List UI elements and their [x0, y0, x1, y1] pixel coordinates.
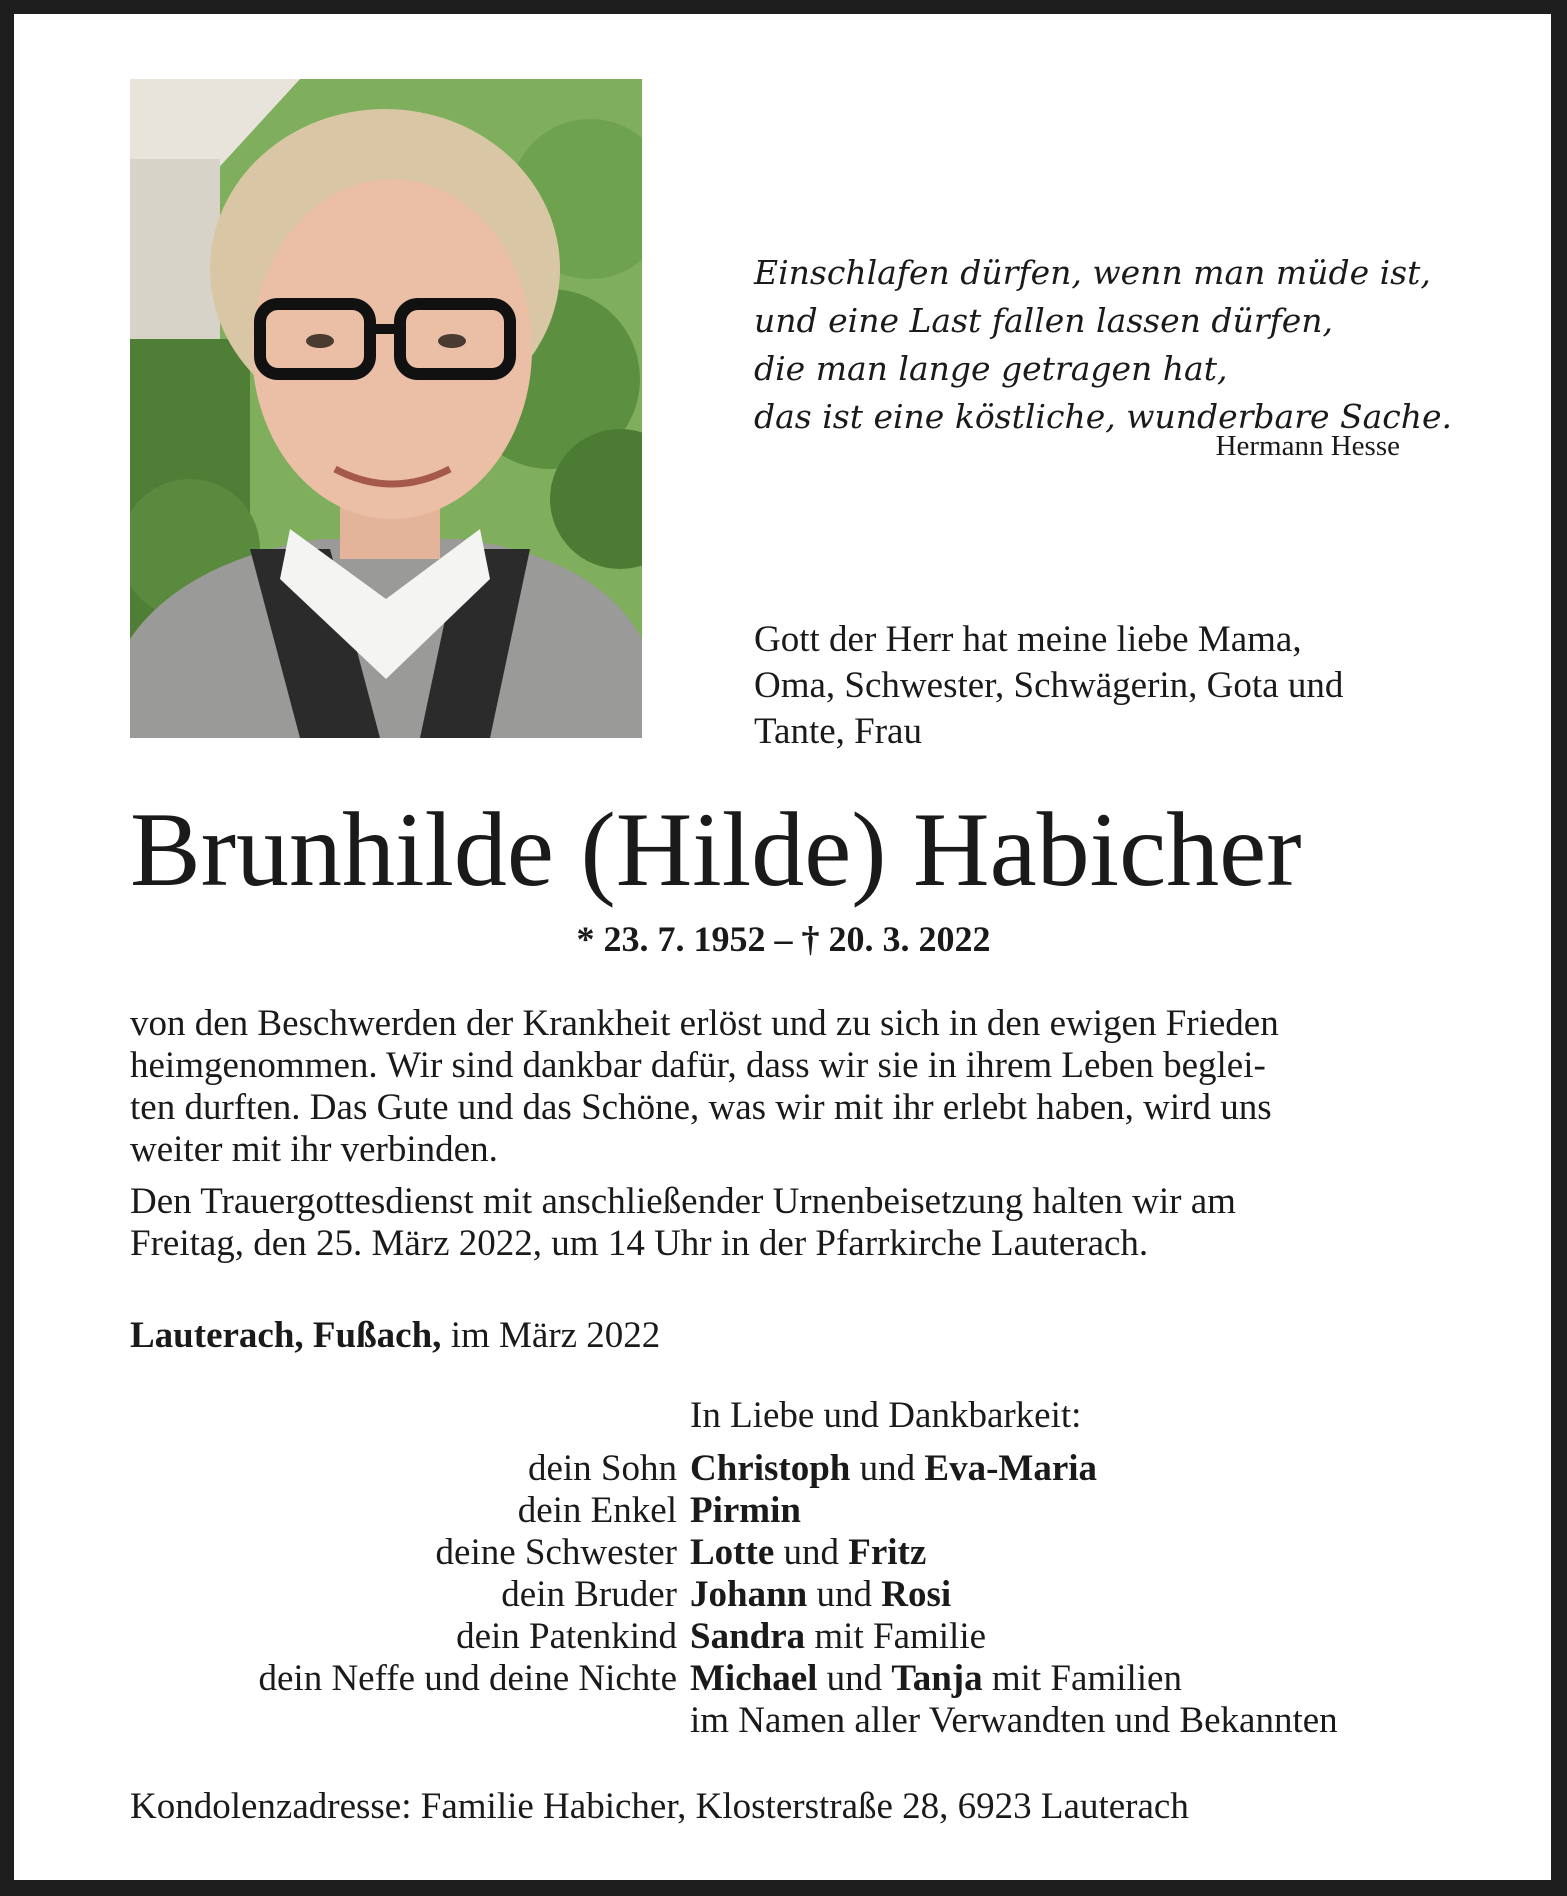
family-member-name: Eva-Maria [924, 1448, 1098, 1489]
family-row [130, 1490, 1450, 1532]
announcement-body [130, 1003, 1450, 1265]
family-member-name: Pirmin [690, 1490, 801, 1531]
family-relation: dein Sohn [527, 1448, 677, 1489]
place-names: Lauterach, Fußach, [130, 1315, 442, 1356]
body-line: ten durften. Das Gute und das Schöne, was wir mit ihr erlebt haben, wird uns [130, 1087, 1272, 1128]
family-names [690, 1490, 801, 1532]
body-line: von den Beschwerden der Krankheit erlöst und zu sich in den ewigen Frieden [130, 1003, 1279, 1044]
deceased-name: Brunhilde (Hilde) Habicher [130, 791, 1302, 908]
paragraph-1 [130, 1003, 1450, 1171]
family-row [130, 1448, 1450, 1490]
family-relation: dein Neffe und deine Nichte [258, 1658, 677, 1699]
family-relation: dein Enkel [517, 1490, 677, 1531]
closing-line: In Liebe und Dankbarkeit: [690, 1395, 1082, 1436]
quote-line: das ist eine köstliche, wunderbare Sache. [754, 397, 1453, 436]
condolence-address: Kondolenzadresse: Familie Habicher, Klosterstraße 28, 6923 Lauterach [130, 1786, 1189, 1827]
place-date [130, 1314, 660, 1357]
family-names [690, 1532, 926, 1574]
family-names [690, 1658, 1182, 1700]
family-row [130, 1532, 1450, 1574]
life-dates: * 23. 7. 1952 – † 20. 3. 2022 [576, 919, 991, 959]
family-relation: dein Bruder [501, 1574, 677, 1615]
family-connector: und [817, 1658, 892, 1699]
quote-line: Einschlafen dürfen, wenn man müde ist, [754, 253, 1431, 292]
family-names [690, 1448, 1097, 1490]
body-line: weiter mit ihr verbinden. [130, 1129, 498, 1170]
family-connector: und [807, 1574, 882, 1615]
family-connector: im Namen aller Verwandten und Bekannten [690, 1700, 1338, 1741]
quote-line: und eine Last fallen lassen dürfen, [754, 301, 1334, 340]
family-connector: und [850, 1448, 925, 1489]
family-member-name: Christoph [690, 1448, 851, 1489]
family-row [130, 1658, 1450, 1700]
family-connector: und [774, 1532, 849, 1573]
quote-author: Hermann Hesse [1215, 430, 1400, 462]
family-member-name: Rosi [881, 1574, 952, 1615]
family-member-name: Lotte [690, 1532, 775, 1573]
quote-line: die man lange getragen hat, [754, 349, 1228, 388]
family-relation [130, 1700, 690, 1742]
quote [754, 249, 1453, 441]
family-row [130, 1700, 1450, 1742]
paragraph-2 [130, 1181, 1450, 1265]
intro-line: Oma, Schwester, Schwägerin, Gota und [754, 665, 1344, 706]
body-line: heimgenommen. Wir sind dankbar dafür, dass wir sie in ihrem Leben beglei- [130, 1045, 1266, 1086]
family-list [130, 1448, 1450, 1742]
place-date-text: im März 2022 [441, 1315, 661, 1356]
intro-line: Gott der Herr hat meine liebe Mama, [754, 619, 1302, 660]
body-line: Freitag, den 25. März 2022, um 14 Uhr in der Pfarrkirche Lauterach. [130, 1223, 1149, 1264]
family-member-name: Tanja [891, 1658, 983, 1699]
intro-line: Tante, Frau [754, 711, 922, 752]
family-names [690, 1616, 986, 1658]
family-member-name: Sandra [690, 1616, 806, 1657]
family-relation: dein Patenkind [456, 1616, 677, 1657]
family-connector: mit Familien [982, 1658, 1182, 1699]
family-row [130, 1616, 1450, 1658]
family-member-name: Fritz [848, 1532, 927, 1573]
portrait-photo [130, 79, 642, 738]
family-member-name: Johann [690, 1574, 808, 1615]
family-row [130, 1574, 1450, 1616]
family-relation: deine Schwester [435, 1532, 677, 1573]
family-names [690, 1700, 1338, 1742]
family-names [690, 1574, 951, 1616]
intro-text [754, 617, 1454, 755]
family-connector: mit Familie [805, 1616, 987, 1657]
body-line: Den Trauergottesdienst mit anschließender Urnenbeisetzung halten wir am [130, 1181, 1236, 1222]
family-member-name: Michael [690, 1658, 818, 1699]
